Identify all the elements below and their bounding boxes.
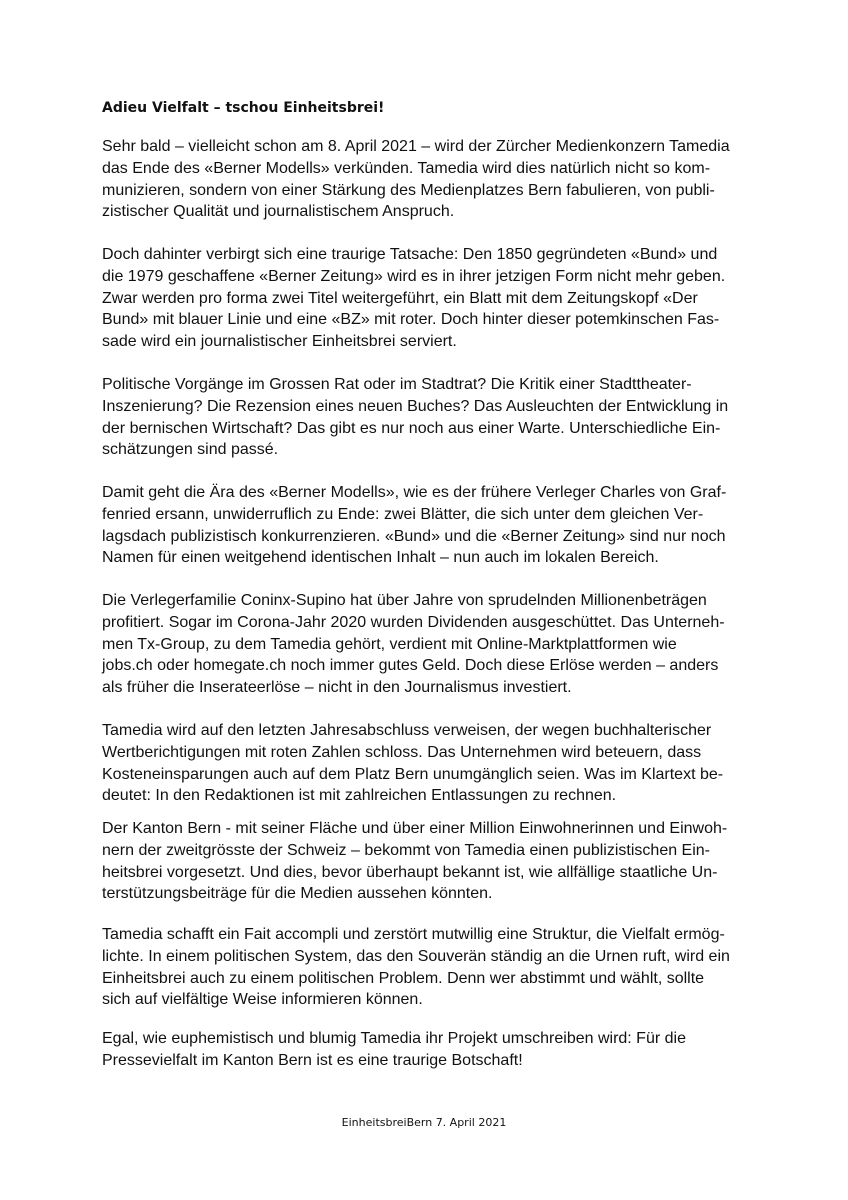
paragraph-9 (102, 1028, 686, 1072)
text-line: Doch dahinter verbirgt sich eine traurige Tatsache: Den 1850 gegründeten «Bund» und (102, 246, 718, 263)
text-line: als früher die Inserateerlöse – nicht in den Journalismus investiert. (102, 679, 572, 697)
paragraph-3 (102, 374, 728, 461)
text-line: Tamedia schafft ein Fait accompli und zerstört mutwillig eine Struktur, die Vielfalt ermög- (102, 926, 725, 943)
text-line: heitsbrei vorgesetzt. Und dies, bevor überhaupt bekannt ist, wie allfällige staatliche Un- (102, 863, 718, 881)
paragraph-7 (102, 818, 727, 905)
text-line: nern der zweitgrösste der Schweiz – bekommt von Tamedia einen publizistischen Ein- (102, 841, 711, 859)
text-line: men Tx-Group, zu dem Tamedia gehört, verdient mit Online-Marktplattformen wie (102, 635, 677, 653)
text-line: schätzungen sind passé. (102, 441, 279, 459)
text-line: Namen für einen weitgehend identischen Inhalt – nun auch im lokalen Bereich. (102, 549, 659, 567)
text-line: sich auf vielfältige Weise informieren können. (102, 991, 423, 1009)
text-line: zistischer Qualität und journalistischem Anspruch. (102, 203, 455, 221)
text-line: Wertberichtigungen mit roten Zahlen schloss. Das Unternehmen wird beteuern, dass (102, 743, 702, 761)
text-line: deutet: In den Redaktionen ist mit zahlreichen Entlassungen zu rechnen. (102, 787, 617, 805)
paragraph-2 (102, 244, 725, 353)
text-line: munizieren, sondern von einer Stärkung des Medienplatzes Bern fabulieren, von publi- (102, 181, 715, 199)
text-line: Egal, wie euphemistisch und blumig Tamedia ihr Projekt umschreiben wird: Für die (102, 1030, 686, 1047)
document-title: Adieu Vielfalt – tschou Einheitsbrei! (102, 100, 385, 116)
text-line: Sehr bald – vielleicht schon am 8. April 2021 – wird der Zürcher Medienkonzern Tamedia (102, 138, 730, 155)
text-line: Der Kanton Bern - mit seiner Fläche und über einer Million Einwohnerinnen und Einwoh- (102, 820, 728, 837)
text-line: lagsdach publizistisch konkurrenzieren. «Bund» und die «Berner Zeitung» sind nur noch (102, 527, 726, 545)
text-line: der bernischen Wirtschaft? Das gibt es nur noch aus einer Warte. Unterschiedliche Ein- (102, 419, 721, 437)
page-footer: EinheitsbreiBern 7. April 2021 (341, 1116, 507, 1129)
paragraph-6 (102, 720, 723, 807)
text-line: jobs.ch oder homegate.ch noch immer gutes Geld. Doch diese Erlöse werden – anders (102, 657, 719, 675)
text-line: sade wird ein journalistischer Einheitsbrei serviert. (102, 333, 457, 351)
paragraph-8 (102, 924, 730, 1011)
text-line: Bund» mit blauer Linie und eine «BZ» mit roter. Doch hinter dieser potemkinschen Fas- (102, 311, 720, 329)
text-line: lichte. In einem politischen System, das den Souverän ständig an die Urnen ruft, wird ein (102, 947, 730, 965)
text-line: Damit geht die Ära des «Berner Modells», wie es der frühere Verleger Charles von Graf- (102, 484, 727, 501)
text-line: Zwar werden pro forma zwei Titel weitergeführt, ein Blatt mit dem Zeitungskopf «Der (102, 289, 698, 307)
text-line: Pressevielfalt im Kanton Bern ist es eine traurige Botschaft! (102, 1051, 523, 1069)
text-line: fenried ersann, unwiderruflich zu Ende: zwei Blätter, die sich unter dem gleichen Ver- (102, 505, 704, 523)
text-line: Inszenierung? Die Rezension eines neuen Buches? Das Ausleuchten der Entwicklung in (102, 397, 729, 415)
text-line: terstützungsbeiträge für die Medien aussehen könnten. (102, 885, 493, 903)
text-line: Einheitsbrei auch zu einem politischen Problem. Denn wer abstimmt und wählt, sollte (102, 969, 705, 987)
text-line: Kosteneinsparungen auch auf dem Platz Bern unumgänglich seien. Was im Klartext be- (102, 765, 724, 783)
text-line: Tamedia wird auf den letzten Jahresabschluss verweisen, der wegen buchhalterischer (102, 722, 712, 739)
paragraph-5 (102, 590, 725, 699)
paragraph-4 (102, 482, 726, 569)
text-line: Die Verlegerfamilie Coninx-Supino hat über Jahre von sprudelnden Millionenbeträgen (102, 592, 707, 609)
paragraph-1 (102, 136, 730, 223)
text-line: das Ende des «Berner Modells» verkünden. Tamedia wird dies natürlich nicht so kom- (102, 159, 711, 177)
text-line: die 1979 geschaffene «Berner Zeitung» wird es in ihrer jetzigen Form nicht mehr geben. (102, 267, 726, 285)
text-line: Politische Vorgänge im Grossen Rat oder im Stadtrat? Die Kritik einer Stadttheater- (102, 376, 692, 393)
text-line: profitiert. Sogar im Corona-Jahr 2020 wurden Dividenden ausgeschüttet. Das Unterneh- (102, 613, 725, 631)
